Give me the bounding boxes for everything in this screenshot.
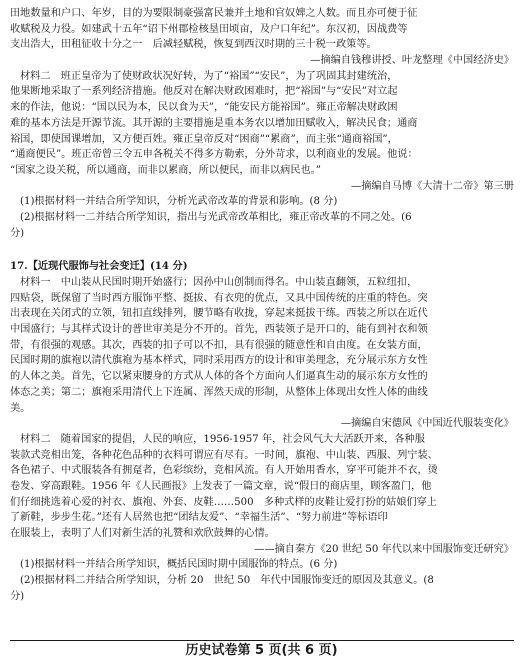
text-line: 他果断地采取了一系列经济措施。他反对在解决财政困难时，把“裕国”与“安民”对立起 [10,86,398,98]
text-line: 各色裙子、中式服装各有拥趸者，色彩缤纷，竞相风流。有人开始用香水，穿平可能并不衣，烫 [10,465,438,477]
text-line: 中国盛行；与其样式设计的普世审美是分不开的。首先，西装领子是开口的，能有到衬衣和领 [10,324,428,336]
text-line: “国家之设关税，所以通商，而非以累商，所以便民，而非以病民也。” [10,164,321,176]
question-16-2-cont: 分) [10,227,25,239]
text-line: 了新鞋，步步生花。”还有人居然也把“团结友爱”、“幸福生活”、“努力前进”等标语印 [10,512,388,524]
exam-text-block [10,6,514,604]
text-line: 材料二 随着国家的提倡，人民的响应，1956-1957 年，社会风气大大活跃开来，各种服 [20,433,425,445]
text-line: 出表现在关闭式的立领，钮扣直线排列，腰节略有收拢，穿起来挺拔干练。西装之所以在近代 [10,308,428,320]
text-line: 材料一 中山装从民国时期开始盛行；因孙中山创制而得名。中山装直翻领，五粒纽扣， [20,277,418,288]
text-line: 难的基本方法是开源节流。其开源的主要措施是重本务农以增加田赋收入，解决民食；通商 [10,117,418,129]
question-17-1: (1)根据材料一并结合所学知识，概括民国时期中国服饰的特点。(6 分) [20,559,338,571]
source-citation: —摘编自宋德风《中国近代服装变化》 [340,418,514,430]
text-line: 民国时期的旗袍以清代旗袍为基本样式，同时采用西方的设计和审美理念，充分展示东方女性 [10,355,428,367]
text-line: 田地数量和户口、年岁，目的为要限制豪强富民兼并土地和官奴婢之人数。而且亦可便于征 [10,8,418,19]
page-footer: 历史试卷第 5 页(共 6 页) [185,643,338,658]
question-16-2: (2)根据材料一二并结合所学知识，指出与光武帝改革相比，雍正帝改革的不同之处。(6 [20,211,412,223]
text-line: 们仔细挑选着心爱的衬衣、旗袍、外套、皮鞋……500 多种式样的皮鞋让爱打扮的姑娘们穿上 [10,496,437,508]
text-line: 裕国，即使国课增加，又方便百姓。雍正皇帝反对“困商”“累商”，而主张“通商裕国”， [10,133,398,145]
text-line: “通商便民”。班正帝曾三令五申各税关不得多方勒索，分外苛求，以利商业的发展。他说： [10,149,418,161]
question-17-title: 17.【近现代服饰与社会变迁】(14 分) [10,260,188,273]
question-17-2-cont: 分) [10,590,25,602]
source-citation: —摘编自钱穆讲授、叶龙整理《中国经济史》 [310,55,514,67]
source-citation: ——摘自秦方《20 世纪 50 年代以来中国服饰变迁研究》 [254,543,514,555]
text-line: 来的作法，他说：“国以民为本，民以食为天”，“能安民方能裕国”。雍正帝解决财政困 [10,102,398,114]
text-line: 体态之美；第二；旗袍采用清代上下连属、浑然天成的形制，从整体上体现出女性人体的曲线 [10,386,428,398]
text-line: 卷发、穿高跟鞋。1956 年《人民画报》上发表了一篇文章，说“假日的商店里，顾客盈门，他 [10,480,432,492]
source-citation: —摘编自马博《大清十二帝》第三册 [351,180,514,192]
question-17-2: (2)根据材料二并结合所学知识，分析 20 世纪 50 年代中国服饰变迁的原因及其意义。(8 [20,575,434,587]
section-gap [10,241,514,259]
text-line: 美。 [10,402,31,414]
text-line: 支出浩大，田租征收十分之一 后减轻赋税，恢复到西汉时期的三十税一政策等。 [10,39,377,51]
text-line: 材料二 班正皇帝为了使财政状况好转，为了“裕国”“安民”，为了巩固其封建统治， [20,70,398,82]
text-line: 装款式竞相出笼，各种花色品种的衣料可谓应有尽有。一时间，旗袍、中山装、西服、列宁装、 [10,449,438,461]
text-line: 收赋税及力役。如建武十五年“诏下州郡检核垦田顷亩，及户口年纪”。东汉初，因战费等 [10,23,408,35]
text-line: 的人体之美。首先，它以紧束腰身的方式从人体的各个方面向人们逼真生动的展示东方女性的 [10,371,428,383]
text-line: 带，有很强的观感。其次，西装的扣子可以不扣，具有很强的随意性和自由度。在女装方面， [10,339,428,351]
text-line: 四贴袋，既保留了当时西方服饰平整、挺拔、有衣兜的优点，又具中国传统的庄重的特色。突 [10,292,428,304]
text-line: 在服装上，表明了人们对新生活的礼赞和欢欣鼓舞的心情。 [10,528,275,539]
question-16-1: (1)根据材料一并结合所学知识，分析光武帝改革的背景和影响。(8 分) [20,196,338,208]
